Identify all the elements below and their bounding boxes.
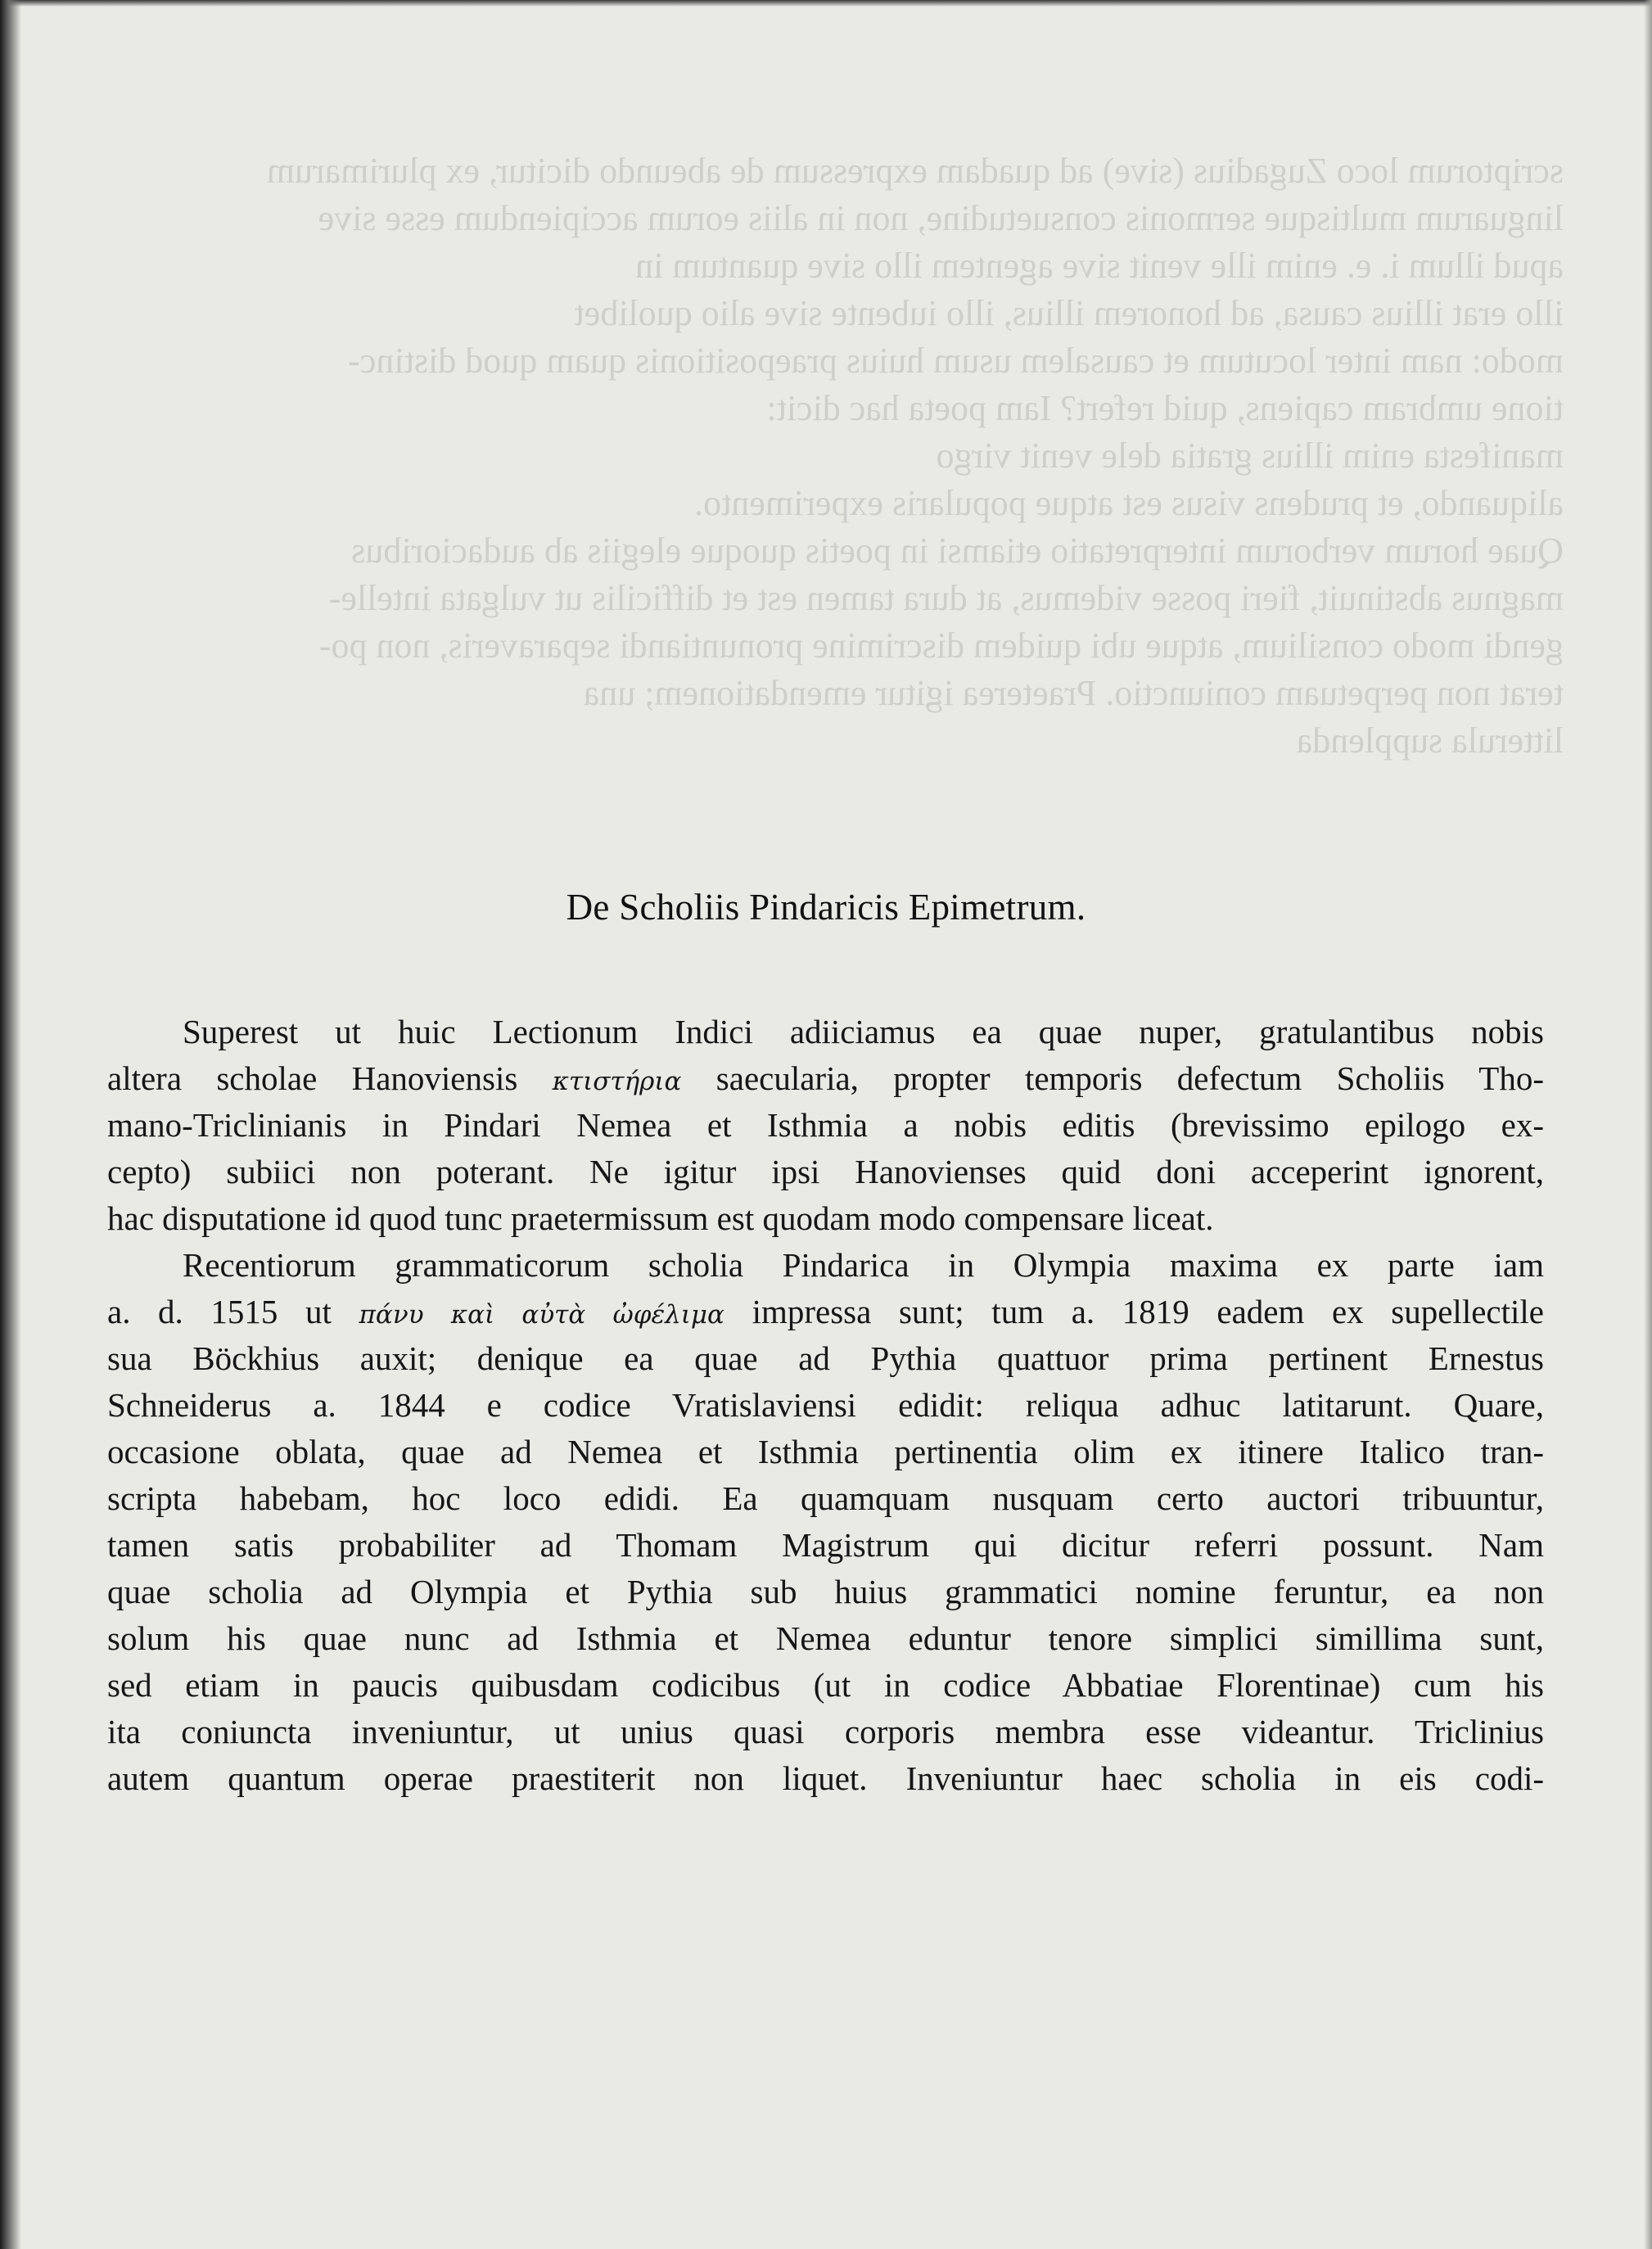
greek-phrase: κτιστήρια — [552, 1067, 682, 1096]
bleed-through-line: gendi modo consilium, atque ubi quidem discrimine pronuntiandi separaveris, non po- — [318, 625, 1564, 666]
text-line: mano-Triclinianis in Pindari Nemea et Isthmia a nobis editis (brevissimo epilogo ex- — [107, 1106, 1544, 1144]
bleed-through-line: linguarum multisque sermonis consuetudine, non in aliis eorum accipiendum esse sive — [318, 198, 1564, 238]
bleed-through-line: litterula supplenda — [1296, 720, 1564, 761]
bleed-through-line: magnus abstinuit, fieri posse videmus, at dura tamen est et difficilis ut vulgata intelle- — [328, 578, 1564, 618]
bleed-through-line: illo erat illius causa, ad honorem illius, illo iubente sive alio quolibet — [574, 293, 1564, 333]
text-line: scripta habebam, hoc loco edidi. Ea quamquam nusquam certo auctori tribuuntur, — [107, 1479, 1544, 1517]
bleed-through-line: scriptorum loco Zugadius (sive) ad quadam expressum de abeundo dicitur, ex plurimarum — [266, 151, 1564, 191]
greek-phrase: πάνυ καὶ αὐτὰ ὠφέλιμα — [359, 1300, 724, 1330]
text-line: solum his quae nunc ad Isthmia et Nemea eduntur tenore simplici simillima sunt, — [107, 1619, 1544, 1657]
bleed-through-line: manifesta enim illius gratia dele venit virgo — [936, 436, 1564, 476]
text-line: tamen satis probabiliter ad Thomam Magistrum qui dicitur referri possunt. Nam — [107, 1526, 1544, 1564]
binding-shadow — [0, 0, 21, 2249]
text-line: cepto) subiici non poterant. Ne igitur ipsi Hanovienses quid doni acceperint ignorent, — [107, 1153, 1544, 1190]
page-right-edge — [1644, 0, 1652, 2249]
text-line: sed etiam in paucis quibusdam codicibus (ut in codice Abbatiae Florentinae) cum his — [107, 1666, 1544, 1704]
text-line: altera scholae Hanoviensis κτιστήρια saecularia, propter temporis defectum Scholiis Tho- — [107, 1059, 1544, 1097]
text-line: Superest ut huic Lectionum Indici adiiciamus ea quae nuper, gratulantibus nobis — [183, 1013, 1544, 1050]
bleed-through-line: tione umbram capiens, quid refert? Iam poeta hac dicit: — [766, 388, 1564, 428]
text-line: autem quantum operae praestiterit non liquet. Inveniuntur haec scholia in eis codi- — [107, 1759, 1544, 1797]
text-line: hac disputatione id quod tunc praetermissum est quodam modo compensare liceat. — [107, 1199, 1214, 1237]
text-line: Schneiderus a. 1844 e codice Vratislaviensi edidit: reliqua adhuc latitarunt. Quare, — [107, 1386, 1544, 1424]
text-line: occasione oblata, quae ad Nemea et Isthmia pertinentia olim ex itinere Italico tran- — [107, 1433, 1544, 1470]
text-line: Recentiorum grammaticorum scholia Pindarica in Olympia maxima ex parte iam — [183, 1246, 1544, 1284]
bleed-through-line: aliquando, et prudens visus est atque popularis experimento. — [694, 483, 1564, 523]
bleed-through-line: terat non perpetuam coniunctio. Praeterea igitur emendationem; una — [583, 673, 1564, 713]
text-line: ita coniuncta inveniuntur, ut unius quasi corporis membra esse videantur. Triclinius — [107, 1713, 1544, 1750]
text-line: a. d. 1515 ut πάνυ καὶ αὐτὰ ὠφέλιμα impressa sunt; tum a. 1819 eadem ex supellectile — [107, 1293, 1544, 1330]
section-title: De Scholiis Pindaricis Epimetrum. — [566, 887, 1086, 928]
text-line: quae scholia ad Olympia et Pythia sub huius grammatici nomine feruntur, ea non — [107, 1573, 1544, 1610]
bleed-through-line: apud illum i. e. enim ille venit sive agentem illo sive quantum in — [634, 246, 1564, 286]
bleed-through-line: modo: nam inter locutum et causalem usum huius praepositionis quam quod distinc- — [348, 341, 1564, 381]
body-text — [107, 1009, 1544, 1802]
bleed-through-text — [98, 147, 1564, 765]
bleed-through-line: Quae horum verborum interpretatio etiamsi in poetis quoque elegiis ab audacioribus — [351, 531, 1564, 571]
text-line: sua Böckhius auxit; denique ea quae ad Pythia quattuor prima pertinent Ernestus — [107, 1339, 1544, 1377]
page-top-edge — [0, 0, 1652, 7]
